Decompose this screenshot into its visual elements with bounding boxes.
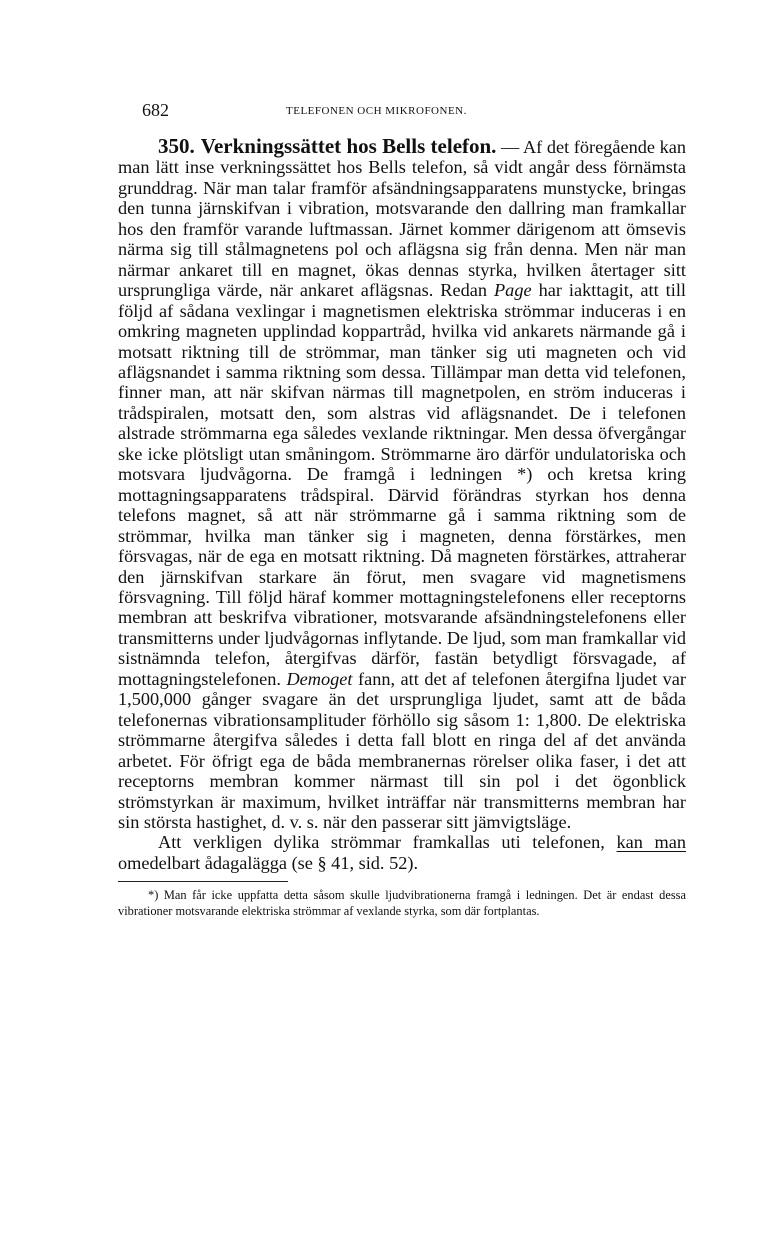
running-head: [118, 100, 686, 124]
footnote: *) Man får icke uppfatta detta såsom skulle ljudvibrationerna framgå i ledningen. Det är endast dessa vibrationer motsvarande elektriska strömmar af vexlande styrka, som där fortplantas.: [118, 888, 686, 918]
paragraph-text-4b: omedelbart ådagalägga (se § 41, sid. 52).: [118, 852, 419, 873]
section-paragraph-2: [118, 832, 686, 873]
paragraph-text-4a: Att verkligen dylika strömmar framkallas uti telefonen,: [158, 832, 617, 853]
footnote-rule: [118, 881, 288, 882]
underlined-phrase: kan man: [616, 832, 686, 853]
paragraph-text-2: har iakttagit, att till följd af sådana vexlingar i magnetismen elektriska strömmar induceras i en omkring magneten upplindad koppartråd, hvilka vid ankarets närmande gå i motsatt riktning till de strömmar, man tänker sig uti magneten och vid aflägsnandet i samma riktning som dessa. Tillämpar man detta vid telefonen, finner man, att när skifvan närmas till magnetpolen, en ström induceras i trådspiralen, motsatt den, som alstras vid aflägsnandet. De i telefonen alstrade strömmarna ega således vexlande riktningar. Men dessa öfvergångar ske icke plötsligt utan småningom. Strömmarne äro därför undulatoriska och motsvara ljudvågorna. De framgå i ledningen *) och kretsa kring mottagningsapparatens trådspiral. Därvid förändras styrkan hos denna telefons magnet, så att när strömmarne gå i samma riktning som de strömmar, hvilka man tänker sig i magneten, denna förstärkes, men försvagas, när de ega en motsatt riktning. Då magneten förstärkes, attraherar den järnskifvan starkare än förut, men svagare vid magnetismens försvagning. Till följd häraf kommer mottagningstelefonens eller receptorns membran att beskrifva vibrationer, motsvarande afsändningstelefonens eller transmitterns under ljudvågornas inflytande. De ljud, som man framkallar vid sistnämnda telefon, återgifvas därför, fastän betydligt försvagade, af mottagningstelefonen.: [118, 280, 686, 689]
page-number: 682: [142, 100, 169, 120]
title-dash: —: [496, 137, 523, 157]
name-page: Page: [494, 280, 532, 301]
section-paragraph-1: [118, 136, 686, 832]
paragraph-text-1: Af det föregående kan man lätt inse verkningssättet hos Bells telefon, så vidt angår dess förnämsta grunddrag. När man talar framför afsändningsapparatens munstycke, bringas den tunna järnskifvan i vibration, motsvarande den dallring man framkallar hos den framför varande luftmassan. Järnet kommer därigenom att ömsevis närma sig till stålmagnetens pol och aflägsna sig från denna. Men när man närmar ankaret till en magnet, ökas dennas styrka, hvilken återtager sitt ursprungliga värde, när ankaret aflägsnas. Redan: [118, 137, 686, 301]
book-page: [118, 100, 686, 919]
name-demoget: Demoget: [286, 668, 353, 689]
section-number: 350.: [158, 134, 195, 158]
running-title: TELEFONEN OCH MIKROFONEN.: [286, 105, 467, 117]
section-body: [118, 136, 686, 873]
paragraph-text-3: fann, att det af telefonen återgifna ljudet var 1,500,000 gånger svagare än det ursprungliga ljudet, samt att de båda telefonernas vibrationsamplituder förhöllo sig såsom 1: 1,800. De elektriska strömmarne återgifva således i detta fall blott en ringa del af det använda arbetet. För öfrigt ega de båda membranernas rörelser olika faser, i det att receptorns membran kommer närmast till sin pol i det ögonblick strömstyrkan är maximum, hvilket inträffar när transmitterns membran har sin största hastighet, d. v. s. när den passerar sitt jämvigtsläge.: [118, 668, 686, 832]
section-title: Verkningssättet hos Bells telefon.: [200, 134, 497, 158]
